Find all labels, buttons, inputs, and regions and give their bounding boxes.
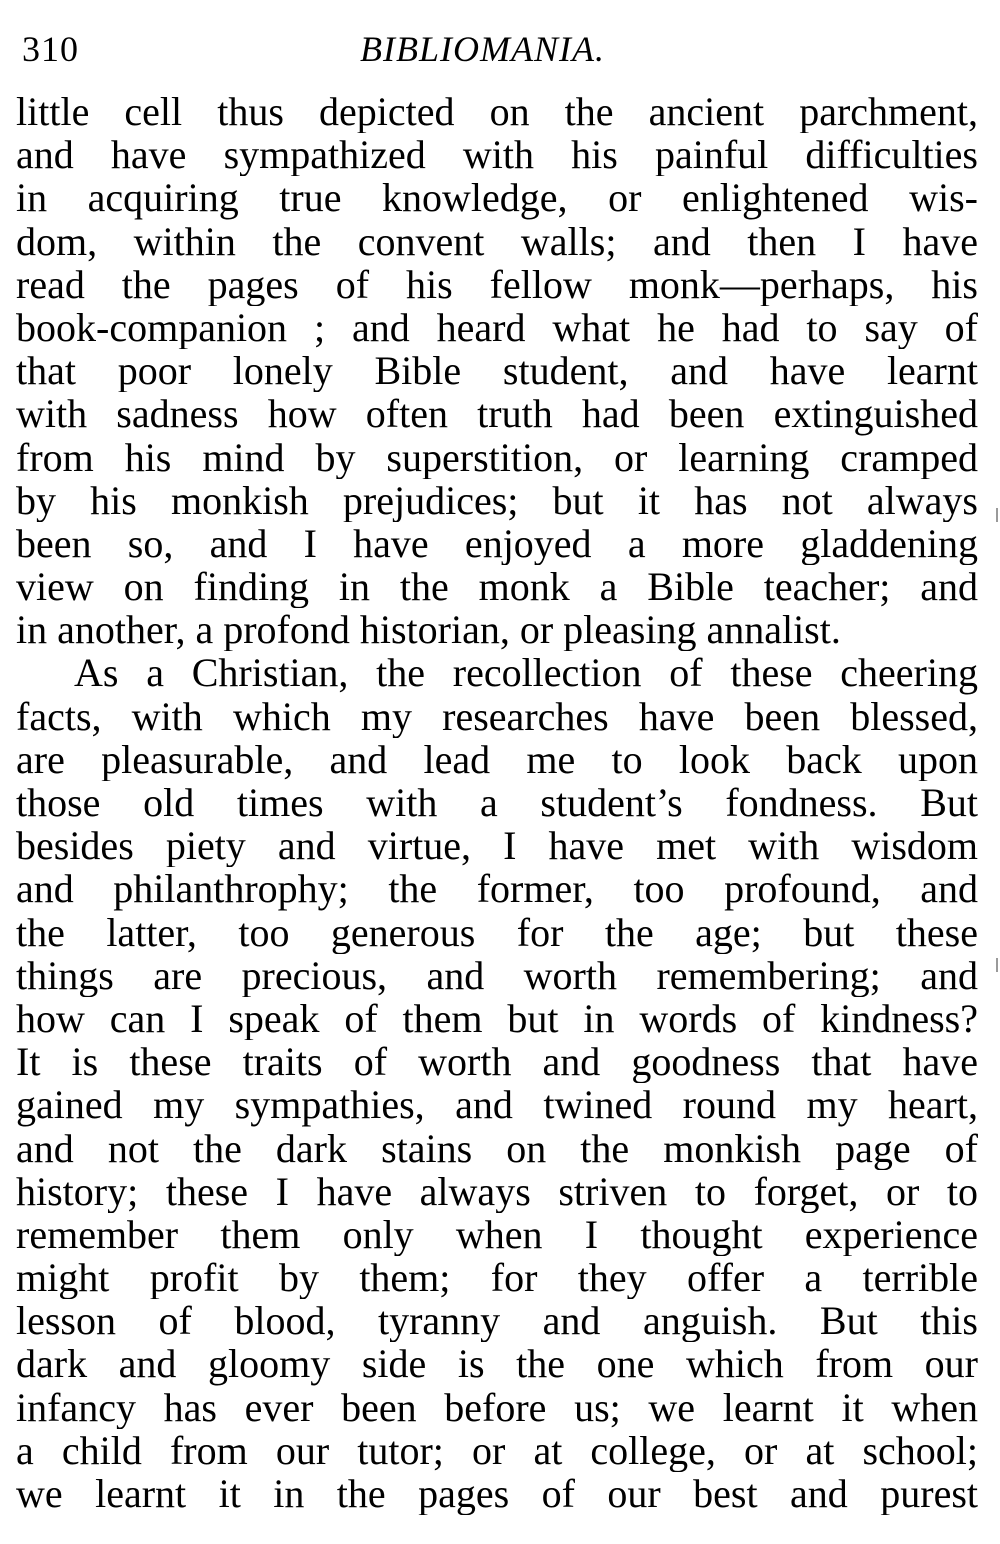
text-line: things are precious, and worth remembering; and xyxy=(16,953,978,997)
text-line: in another, a profond historian, or pleasing annalist. xyxy=(16,608,841,652)
text-line: lesson of blood, tyranny and anguish. But this xyxy=(16,1299,978,1343)
text-line: are pleasurable, and lead me to look back upon xyxy=(16,737,978,781)
text-line: dark and gloomy side is the one which from our xyxy=(16,1342,978,1386)
text-line: from his mind by superstition, or learning cramped xyxy=(16,435,978,479)
text-line: little cell thus depicted on the ancient parchment, xyxy=(16,90,978,134)
page-number: 310 xyxy=(22,29,79,69)
text-line: besides piety and virtue, I have met with wisdom xyxy=(16,824,978,868)
text-line: infancy has ever been before us; we learnt it when xyxy=(16,1385,978,1429)
text-line: how can I speak of them but in words of kindness? xyxy=(16,996,978,1041)
text-line: book-companion ; and heard what he had to say of xyxy=(16,305,978,350)
text-line: in acquiring true knowledge, or enlightened wis- xyxy=(16,176,978,220)
text-line: dom, within the convent walls; and then I have xyxy=(16,219,978,263)
text-line: might profit by them; for they offer a terrible xyxy=(16,1256,978,1300)
text-line: history; these I have always striven to forget, or to xyxy=(16,1169,978,1213)
text-line: those old times with a student’s fondness. But xyxy=(16,781,978,825)
text-line: and not the dark stains on the monkish page of xyxy=(16,1126,978,1170)
text-line: facts, with which my researches have been blessed, xyxy=(16,694,978,738)
running-title: BIBLIOMANIA. xyxy=(360,29,605,69)
text-line: we learnt it in the pages of our best and purest xyxy=(16,1472,978,1516)
text-line: been so, and I have enjoyed a more gladdening xyxy=(16,521,978,566)
text-line: the latter, too generous for the age; but these xyxy=(16,910,978,954)
text-line: with sadness how often truth had been extinguished xyxy=(16,392,978,436)
text-line: read the pages of his fellow monk—perhaps, his xyxy=(16,262,978,306)
body-text xyxy=(16,90,978,1515)
page-header xyxy=(22,22,977,80)
text-line: a child from our tutor; or at college, or at school; xyxy=(16,1428,978,1472)
text-line: by his monkish prejudices; but it has not always xyxy=(16,478,978,522)
text-line: and have sympathized with his painful difficulties xyxy=(16,133,978,177)
scan-artifact-mark xyxy=(996,508,998,522)
text-line: that poor lonely Bible student, and have learnt xyxy=(16,349,978,393)
text-line: As a Christian, the recollection of these cheering xyxy=(74,651,978,695)
text-line: remember them only when I thought experience xyxy=(16,1212,978,1257)
text-line: It is these traits of worth and goodness that have xyxy=(16,1040,978,1084)
text-line: gained my sympathies, and twined round my heart, xyxy=(16,1083,978,1127)
scan-artifact-mark xyxy=(996,958,998,972)
text-line: and philanthrophy; the former, too profound, and xyxy=(16,867,978,911)
text-line: view on finding in the monk a Bible teacher; and xyxy=(16,565,978,609)
